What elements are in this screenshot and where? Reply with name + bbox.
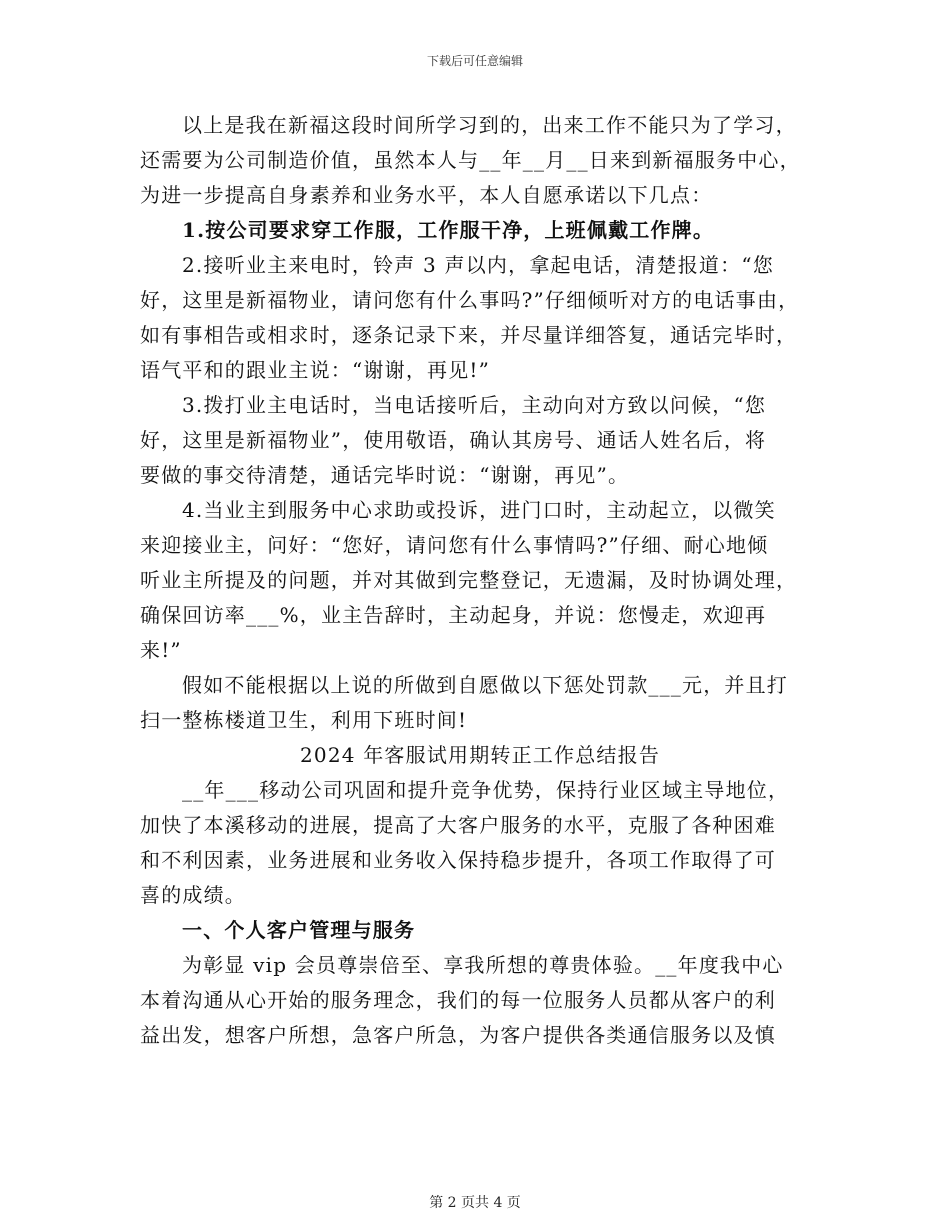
commitment-item-1: 1.按公司要求穿工作服，工作服干净，上班佩戴工作牌。 xyxy=(182,218,715,242)
paragraph-line: 为进一步提高自身素养和业务水平，本人自愿承诺以下几点： xyxy=(140,183,713,207)
paragraph-line: 喜的成绩。 xyxy=(140,883,246,907)
paragraph-line: 语气平和的跟业主说：“谢谢，再见!” xyxy=(140,358,491,382)
paragraph-line: 听业主所提及的问题，并对其做到完整登记，无遗漏，及时协调处理， xyxy=(140,568,798,592)
paragraph-line: 来迎接业主，问好：“您好，请问您有什么事情吗?”仔细、耐心地倾 xyxy=(140,533,769,557)
subsection-heading: 一、个人客户管理与服务 xyxy=(182,918,416,942)
paragraph-line: 要做的事交待清楚，通话完毕时说：“谢谢，再见”。 xyxy=(140,463,630,487)
paragraph-line: 4.当业主到服务中心求助或投诉，进门口时，主动起立，以微笑 xyxy=(182,498,776,522)
page-header: 下载后可任意编辑 xyxy=(426,54,523,68)
paragraph-line: 加快了本溪移动的进展，提高了大客户服务的水平，克服了各种困难 xyxy=(140,813,776,837)
paragraph-line: 2.接听业主来电时，铃声 3 声以内，拿起电话，清楚报道：“您 xyxy=(182,253,774,277)
paragraph-line: 为彰显 vip 会员尊崇倍至、享我所想的尊贵体验。__年度我中心 xyxy=(182,953,784,977)
paragraph-line: 和不利因素，业务进展和业务收入保持稳步提升，各项工作取得了可 xyxy=(140,848,776,872)
paragraph-line: 确保回访率___%，业主告辞时，主动起身，并说：您慢走，欢迎再 xyxy=(140,603,767,627)
paragraph-line: 以上是我在新福这段时间所学习到的，出来工作不能只为了学习， xyxy=(182,113,797,137)
paragraph-line: 好，这里是新福物业，请问您有什么事吗?”仔细倾听对方的电话事由， xyxy=(140,288,800,312)
paragraph-line: 还需要为公司制造价值，虽然本人与__年__月__日来到新福服务中心， xyxy=(140,148,801,172)
page-footer: 第 2 页共 4 页 xyxy=(429,1195,521,1211)
section-title: 2024 年客服试用期转正工作总结报告 xyxy=(299,743,661,767)
paragraph-line: 假如不能根据以上说的所做到自愿做以下惩处罚款___元，并且打 xyxy=(182,673,788,697)
paragraph-line: 3.拨打业主电话时，当电话接听后，主动向对方致以问候，“您 xyxy=(182,393,767,417)
document-body xyxy=(140,108,820,1053)
paragraph-line: 扫一整栋楼道卫生，利用下班时间! xyxy=(140,708,468,732)
paragraph-line: 本着沟通从心开始的服务理念，我们的每一位服务人员都从客户的利 xyxy=(140,988,776,1012)
paragraph-line: 益出发，想客户所想，急客户所急，为客户提供各类通信服务以及慎 xyxy=(140,1023,776,1047)
paragraph-line: 如有事相告或相求时，逐条记录下来，并尽量详细答复，通话完毕时， xyxy=(140,323,798,347)
paragraph-line: 来!” xyxy=(140,638,182,662)
paragraph-line: 好，这里是新福物业”，使用敬语，确认其房号、通话人姓名后，将 xyxy=(140,428,767,452)
paragraph-line: __年___移动公司巩固和提升竞争优势，保持行业区域主导地位， xyxy=(182,778,790,802)
